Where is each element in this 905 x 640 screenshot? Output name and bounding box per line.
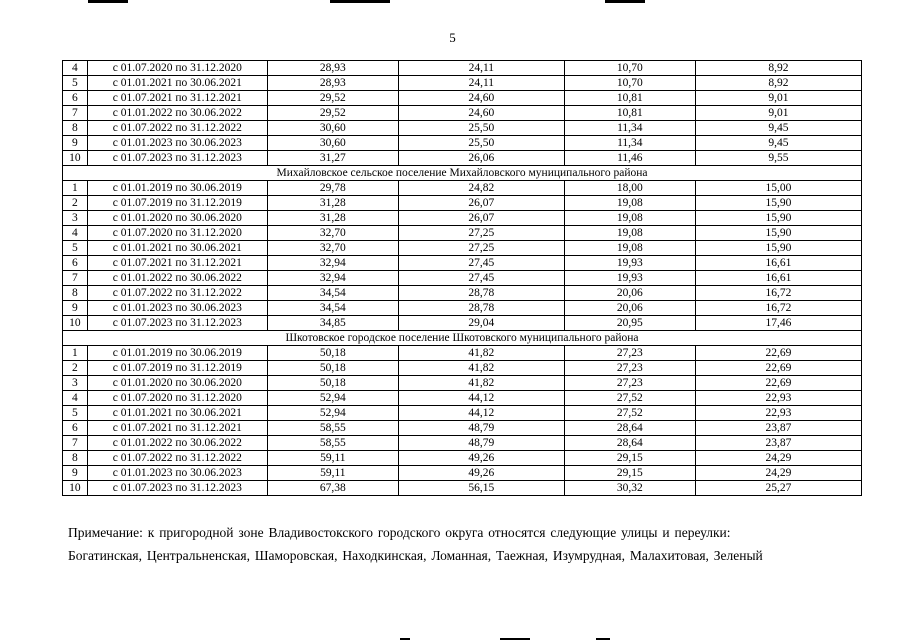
cell-period: с 01.01.2021 по 30.06.2021 xyxy=(87,241,267,256)
cell-value-4: 22,93 xyxy=(695,406,861,421)
cell-value-4: 25,27 xyxy=(695,481,861,496)
table-row xyxy=(63,76,862,91)
cell-value-2: 44,12 xyxy=(398,406,564,421)
table-row xyxy=(63,481,862,496)
cell-value-3: 19,08 xyxy=(564,196,695,211)
table-row xyxy=(63,361,862,376)
cell-value-3: 27,52 xyxy=(564,406,695,421)
cell-value-3: 11,34 xyxy=(564,121,695,136)
cell-value-2: 25,50 xyxy=(398,136,564,151)
cell-period: с 01.01.2022 по 30.06.2022 xyxy=(87,271,267,286)
cell-value-4: 15,00 xyxy=(695,181,861,196)
cell-value-3: 10,70 xyxy=(564,61,695,76)
table-row xyxy=(63,151,862,166)
cell-value-4: 9,55 xyxy=(695,151,861,166)
table-row xyxy=(63,61,862,76)
cell-value-4: 8,92 xyxy=(695,76,861,91)
cell-value-1: 52,94 xyxy=(267,391,398,406)
cell-value-3: 27,23 xyxy=(564,361,695,376)
cell-value-3: 27,23 xyxy=(564,376,695,391)
cell-period: с 01.01.2019 по 30.06.2019 xyxy=(87,181,267,196)
cell-value-3: 10,81 xyxy=(564,106,695,121)
table-row xyxy=(63,346,862,361)
cell-value-2: 25,50 xyxy=(398,121,564,136)
cell-period: с 01.01.2019 по 30.06.2019 xyxy=(87,346,267,361)
cell-row-number: 6 xyxy=(63,256,88,271)
cell-period: с 01.07.2023 по 31.12.2023 xyxy=(87,316,267,331)
cell-value-3: 20,06 xyxy=(564,301,695,316)
cell-value-4: 15,90 xyxy=(695,196,861,211)
cell-row-number: 9 xyxy=(63,136,88,151)
cell-value-2: 48,79 xyxy=(398,436,564,451)
cell-value-3: 20,95 xyxy=(564,316,695,331)
cell-row-number: 6 xyxy=(63,421,88,436)
section-title: Шкотовское городское поселение Шкотовского муниципального района xyxy=(63,331,862,346)
note-paragraph xyxy=(68,521,856,567)
cell-row-number: 8 xyxy=(63,451,88,466)
table-row xyxy=(63,301,862,316)
cell-value-3: 19,08 xyxy=(564,226,695,241)
cell-value-4: 22,69 xyxy=(695,346,861,361)
cell-value-3: 19,08 xyxy=(564,211,695,226)
cell-row-number: 1 xyxy=(63,181,88,196)
cell-value-4: 23,87 xyxy=(695,421,861,436)
cell-value-1: 31,28 xyxy=(267,196,398,211)
cell-value-1: 32,94 xyxy=(267,256,398,271)
cell-value-1: 34,54 xyxy=(267,286,398,301)
cell-value-4: 16,72 xyxy=(695,286,861,301)
cell-value-1: 32,94 xyxy=(267,271,398,286)
cell-value-2: 48,79 xyxy=(398,421,564,436)
cell-value-3: 19,93 xyxy=(564,256,695,271)
table-row xyxy=(63,286,862,301)
cell-value-1: 67,38 xyxy=(267,481,398,496)
page-number: 5 xyxy=(449,30,456,45)
cell-row-number: 3 xyxy=(63,376,88,391)
cell-period: с 01.07.2022 по 31.12.2022 xyxy=(87,121,267,136)
cell-period: с 01.01.2023 по 30.06.2023 xyxy=(87,136,267,151)
cell-value-2: 24,11 xyxy=(398,61,564,76)
cell-value-3: 19,93 xyxy=(564,271,695,286)
cell-value-4: 17,46 xyxy=(695,316,861,331)
cell-row-number: 4 xyxy=(63,226,88,241)
cell-period: с 01.01.2023 по 30.06.2023 xyxy=(87,466,267,481)
section-header-row xyxy=(63,166,862,181)
cell-value-3: 30,32 xyxy=(564,481,695,496)
cell-value-2: 26,06 xyxy=(398,151,564,166)
table-row xyxy=(63,451,862,466)
cell-value-2: 27,45 xyxy=(398,256,564,271)
cell-row-number: 2 xyxy=(63,196,88,211)
cell-value-4: 22,69 xyxy=(695,361,861,376)
cell-row-number: 10 xyxy=(63,316,88,331)
cell-row-number: 7 xyxy=(63,106,88,121)
cell-value-1: 31,28 xyxy=(267,211,398,226)
cell-value-2: 26,07 xyxy=(398,211,564,226)
cell-row-number: 7 xyxy=(63,271,88,286)
cell-value-4: 9,01 xyxy=(695,91,861,106)
note-line-1: Примечание: к пригородной зоне Владивостокского городского округа относятся следующие улицы и переулки: xyxy=(68,525,731,540)
cell-period: с 01.01.2021 по 30.06.2021 xyxy=(87,406,267,421)
scan-edge-mark xyxy=(605,0,645,3)
table-row xyxy=(63,196,862,211)
cell-value-2: 49,26 xyxy=(398,466,564,481)
cell-period: с 01.07.2021 по 31.12.2021 xyxy=(87,256,267,271)
cell-value-1: 59,11 xyxy=(267,466,398,481)
cell-value-3: 19,08 xyxy=(564,241,695,256)
section-title: Михайловское сельское поселение Михайловского муниципального района xyxy=(63,166,862,181)
table-row xyxy=(63,256,862,271)
cell-value-2: 24,11 xyxy=(398,76,564,91)
cell-period: с 01.07.2021 по 31.12.2021 xyxy=(87,421,267,436)
table-row xyxy=(63,91,862,106)
cell-value-1: 30,60 xyxy=(267,136,398,151)
cell-value-1: 59,11 xyxy=(267,451,398,466)
cell-row-number: 4 xyxy=(63,61,88,76)
cell-value-4: 24,29 xyxy=(695,451,861,466)
cell-row-number: 9 xyxy=(63,466,88,481)
cell-value-2: 24,60 xyxy=(398,91,564,106)
cell-row-number: 1 xyxy=(63,346,88,361)
cell-period: с 01.07.2020 по 31.12.2020 xyxy=(87,61,267,76)
table-row xyxy=(63,391,862,406)
cell-period: с 01.07.2020 по 31.12.2020 xyxy=(87,391,267,406)
cell-value-3: 28,64 xyxy=(564,436,695,451)
cell-value-1: 52,94 xyxy=(267,406,398,421)
cell-value-3: 29,15 xyxy=(564,451,695,466)
cell-period: с 01.01.2020 по 30.06.2020 xyxy=(87,211,267,226)
cell-row-number: 4 xyxy=(63,391,88,406)
cell-row-number: 9 xyxy=(63,301,88,316)
table-row xyxy=(63,136,862,151)
cell-value-2: 28,78 xyxy=(398,286,564,301)
cell-period: с 01.01.2020 по 30.06.2020 xyxy=(87,376,267,391)
cell-value-2: 29,04 xyxy=(398,316,564,331)
cell-value-1: 31,27 xyxy=(267,151,398,166)
table-row xyxy=(63,211,862,226)
cell-period: с 01.07.2023 по 31.12.2023 xyxy=(87,151,267,166)
table-row xyxy=(63,421,862,436)
cell-row-number: 7 xyxy=(63,436,88,451)
cell-value-3: 28,64 xyxy=(564,421,695,436)
cell-period: с 01.07.2022 по 31.12.2022 xyxy=(87,451,267,466)
cell-value-1: 34,85 xyxy=(267,316,398,331)
cell-value-1: 50,18 xyxy=(267,376,398,391)
cell-period: с 01.07.2019 по 31.12.2019 xyxy=(87,361,267,376)
cell-value-2: 24,82 xyxy=(398,181,564,196)
cell-row-number: 10 xyxy=(63,151,88,166)
cell-value-2: 44,12 xyxy=(398,391,564,406)
cell-period: с 01.07.2020 по 31.12.2020 xyxy=(87,226,267,241)
cell-value-4: 16,72 xyxy=(695,301,861,316)
cell-row-number: 5 xyxy=(63,76,88,91)
cell-value-2: 41,82 xyxy=(398,376,564,391)
cell-row-number: 5 xyxy=(63,241,88,256)
cell-value-4: 16,61 xyxy=(695,271,861,286)
table-row xyxy=(63,316,862,331)
cell-value-2: 41,82 xyxy=(398,346,564,361)
scan-edge-mark xyxy=(330,0,390,3)
cell-value-1: 28,93 xyxy=(267,61,398,76)
cell-value-3: 11,34 xyxy=(564,136,695,151)
cell-value-3: 10,81 xyxy=(564,91,695,106)
cell-value-4: 15,90 xyxy=(695,211,861,226)
section-header-row xyxy=(63,331,862,346)
table-row xyxy=(63,406,862,421)
cell-value-2: 26,07 xyxy=(398,196,564,211)
cell-value-1: 28,93 xyxy=(267,76,398,91)
cell-value-1: 50,18 xyxy=(267,346,398,361)
table-row xyxy=(63,241,862,256)
table-row xyxy=(63,271,862,286)
cell-period: с 01.01.2023 по 30.06.2023 xyxy=(87,301,267,316)
tariff-table xyxy=(62,60,862,496)
cell-value-4: 8,92 xyxy=(695,61,861,76)
cell-value-4: 9,45 xyxy=(695,136,861,151)
cell-value-1: 58,55 xyxy=(267,421,398,436)
cell-value-3: 27,23 xyxy=(564,346,695,361)
cell-value-4: 22,69 xyxy=(695,376,861,391)
cell-value-1: 29,52 xyxy=(267,106,398,121)
cell-value-2: 27,25 xyxy=(398,226,564,241)
cell-value-1: 32,70 xyxy=(267,241,398,256)
table-row xyxy=(63,121,862,136)
cell-value-1: 50,18 xyxy=(267,361,398,376)
cell-row-number: 8 xyxy=(63,121,88,136)
table-row xyxy=(63,181,862,196)
cell-value-2: 49,26 xyxy=(398,451,564,466)
cell-period: с 01.01.2022 по 30.06.2022 xyxy=(87,106,267,121)
cell-value-1: 32,70 xyxy=(267,226,398,241)
table-row xyxy=(63,466,862,481)
cell-period: с 01.07.2021 по 31.12.2021 xyxy=(87,91,267,106)
cell-value-3: 20,06 xyxy=(564,286,695,301)
cell-value-3: 29,15 xyxy=(564,466,695,481)
cell-value-2: 27,25 xyxy=(398,241,564,256)
cell-row-number: 3 xyxy=(63,211,88,226)
cell-period: с 01.01.2022 по 30.06.2022 xyxy=(87,436,267,451)
cell-value-4: 16,61 xyxy=(695,256,861,271)
cell-value-3: 27,52 xyxy=(564,391,695,406)
cell-value-1: 34,54 xyxy=(267,301,398,316)
cell-value-4: 15,90 xyxy=(695,241,861,256)
table-row xyxy=(63,436,862,451)
cell-value-3: 11,46 xyxy=(564,151,695,166)
cell-value-4: 15,90 xyxy=(695,226,861,241)
cell-value-3: 10,70 xyxy=(564,76,695,91)
cell-row-number: 2 xyxy=(63,361,88,376)
cell-row-number: 5 xyxy=(63,406,88,421)
cell-value-1: 29,52 xyxy=(267,91,398,106)
scan-edge-mark xyxy=(88,0,128,3)
cell-period: с 01.07.2022 по 31.12.2022 xyxy=(87,286,267,301)
cell-period: с 01.07.2019 по 31.12.2019 xyxy=(87,196,267,211)
table-row xyxy=(63,226,862,241)
tariff-table-body xyxy=(63,61,862,496)
cell-row-number: 10 xyxy=(63,481,88,496)
cell-period: с 01.01.2021 по 30.06.2021 xyxy=(87,76,267,91)
cell-value-4: 9,01 xyxy=(695,106,861,121)
cell-value-4: 23,87 xyxy=(695,436,861,451)
cell-value-2: 56,15 xyxy=(398,481,564,496)
cell-value-2: 27,45 xyxy=(398,271,564,286)
note-line-2: Богатинская, Центральненская, Шаморовская, Находкинская, Ломанная, Таежная, Изумрудная, Малахитовая, Зеленый xyxy=(68,548,763,563)
cell-value-4: 22,93 xyxy=(695,391,861,406)
table-row xyxy=(63,376,862,391)
cell-value-1: 58,55 xyxy=(267,436,398,451)
table-row xyxy=(63,106,862,121)
cell-value-1: 29,78 xyxy=(267,181,398,196)
cell-value-2: 24,60 xyxy=(398,106,564,121)
cell-value-2: 28,78 xyxy=(398,301,564,316)
cell-value-4: 24,29 xyxy=(695,466,861,481)
cell-value-1: 30,60 xyxy=(267,121,398,136)
cell-row-number: 6 xyxy=(63,91,88,106)
cell-value-4: 9,45 xyxy=(695,121,861,136)
cell-period: с 01.07.2023 по 31.12.2023 xyxy=(87,481,267,496)
cell-value-2: 41,82 xyxy=(398,361,564,376)
cell-value-3: 18,00 xyxy=(564,181,695,196)
cell-row-number: 8 xyxy=(63,286,88,301)
